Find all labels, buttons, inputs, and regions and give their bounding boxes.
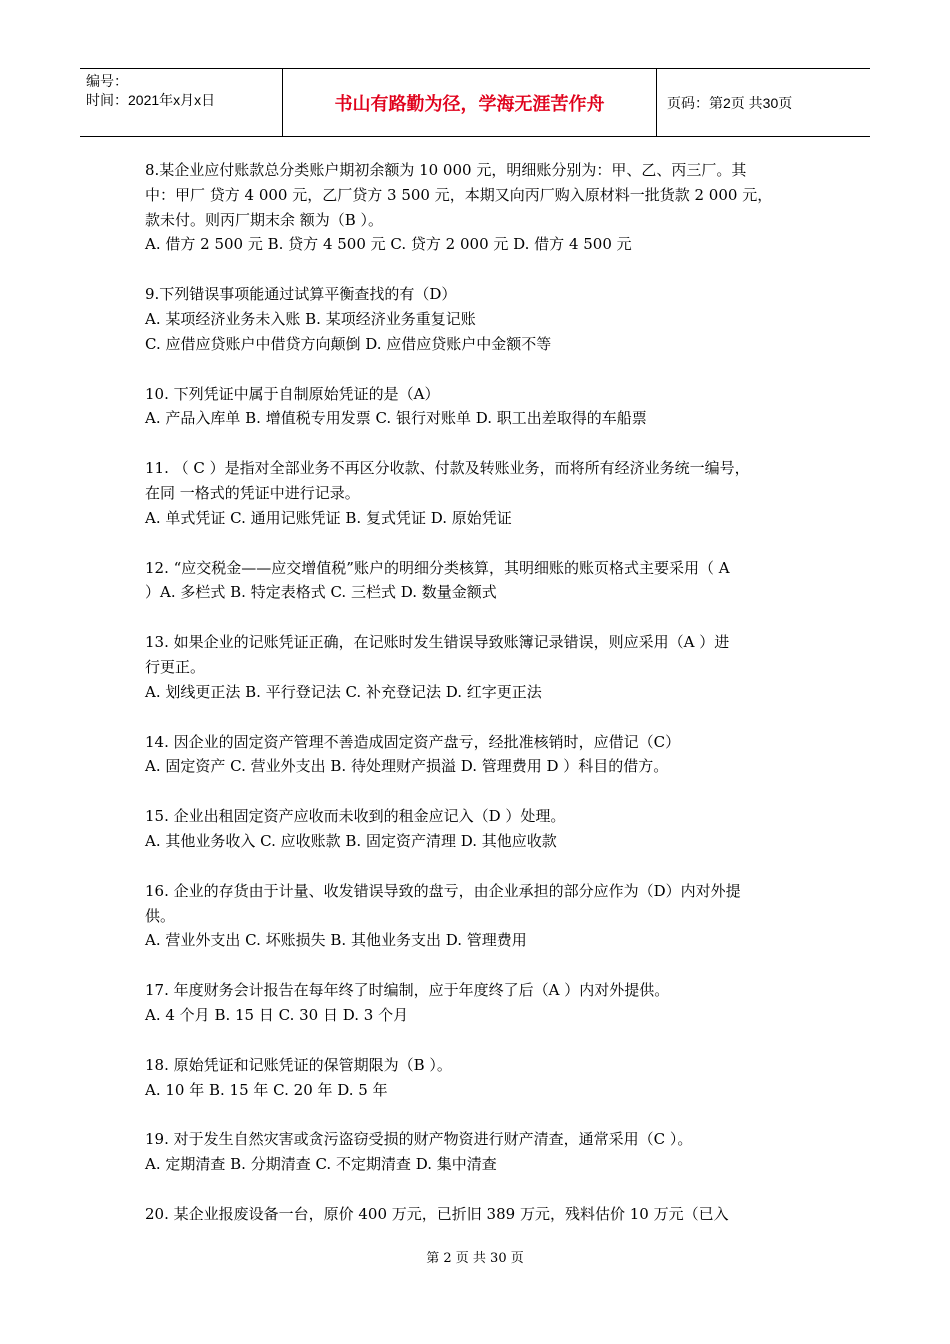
question-block bbox=[145, 158, 810, 257]
question-block bbox=[145, 556, 810, 606]
question-line: A. 4 个月 B. 15 日 C. 30 日 D. 3 个月 bbox=[145, 1005, 409, 1024]
question-line: 15. 企业出租固定资产应收而未收到的租金应记入（D ）处理。 bbox=[145, 807, 566, 826]
header-motto: 书山有路勤为径，学海无涯苦作舟 bbox=[283, 69, 657, 136]
question-line: 12. “应交税金——应交增值税”账户的明细分类核算，其明细账的账页格式主要采用（ A bbox=[145, 558, 730, 577]
question-line: 16. 企业的存货由于计量、收发错误导致的盘亏，由企业承担的部分应作为（D）内对外提 bbox=[145, 881, 741, 900]
question-line: 行更正。 bbox=[145, 657, 206, 676]
page-footer: 第 2 页 共 30 页 bbox=[426, 1251, 524, 1266]
question-block bbox=[145, 879, 810, 953]
question-line: ）A. 多栏式 B. 特定表格式 C. 三栏式 D. 数量金额式 bbox=[145, 583, 497, 602]
question-line: C. 应借应贷账户中借贷方向颠倒 D. 应借应贷账户中金额不等 bbox=[145, 334, 552, 353]
question-block bbox=[145, 1202, 810, 1227]
question-line: 供。 bbox=[145, 906, 176, 925]
question-line: A. 固定资产 C. 营业外支出 B. 待处理财产损溢 D. 管理费用 D ）科目的借方。 bbox=[145, 757, 669, 776]
question-line: A. 某项经济业务未入账 B. 某项经济业务重复记账 bbox=[145, 309, 476, 328]
question-line: 10. 下列凭证中属于自制原始凭证的是（A） bbox=[145, 384, 440, 403]
question-line: A. 单式凭证 C. 通用记账凭证 B. 复式凭证 D. 原始凭证 bbox=[145, 508, 512, 527]
question-line: A. 营业外支出 C. 坏账损失 B. 其他业务支出 D. 管理费用 bbox=[145, 931, 527, 950]
question-line: 在同 一格式的凭证中进行记录。 bbox=[145, 483, 360, 502]
question-block bbox=[145, 804, 810, 854]
question-line: 18. 原始凭证和记账凭证的保管期限为（B ）。 bbox=[145, 1055, 452, 1074]
question-line: A. 10 年 B. 15 年 C. 20 年 D. 5 年 bbox=[145, 1080, 388, 1099]
question-block bbox=[145, 730, 810, 780]
header-meta bbox=[80, 69, 283, 136]
question-line: 20. 某企业报废设备一台，原价 400 万元，已折旧 389 万元，残料估价 10 万元（已入 bbox=[145, 1204, 729, 1223]
question-block bbox=[145, 456, 810, 530]
question-line: 9.下列错误事项能通过试算平衡查找的有（D） bbox=[145, 285, 457, 304]
question-line: 17. 年度财务会计报告在每年终了时编制，应于年度终了后（A ）内对外提供。 bbox=[145, 981, 670, 1000]
question-line: A. 产品入库单 B. 增值税专用发票 C. 银行对账单 D. 职工出差取得的车船票 bbox=[145, 409, 647, 428]
question-block bbox=[145, 382, 810, 432]
question-line: A. 其他业务收入 C. 应收账款 B. 固定资产清理 D. 其他应收款 bbox=[145, 831, 557, 850]
question-line: 14. 因企业的固定资产管理不善造成固定资产盘亏，经批准核销时，应借记（C） bbox=[145, 732, 681, 751]
question-line: 款未付。则丙厂期末余 额为（B ）。 bbox=[145, 210, 384, 229]
header-time: 时间：2021年x月x日 bbox=[86, 92, 216, 108]
question-line: 8.某企业应付账款总分类账户期初余额为 10 000 元，明细账分别为：甲、乙、丙三厂。其 bbox=[145, 161, 747, 179]
question-block bbox=[145, 1127, 810, 1177]
question-line: 13. 如果企业的记账凭证正确，在记账时发生错误导致账簿记录错误，则应采用（A ）进 bbox=[145, 633, 730, 652]
document-body bbox=[145, 158, 810, 1252]
question-line: A. 划线更正法 B. 平行登记法 C. 补充登记法 D. 红字更正法 bbox=[145, 682, 542, 701]
page-header bbox=[80, 68, 870, 137]
question-block bbox=[145, 282, 810, 356]
question-line: 19. 对于发生自然灾害或贪污盗窃受损的财产物资进行财产清查，通常采用（C ）。 bbox=[145, 1130, 693, 1149]
question-block bbox=[145, 630, 810, 704]
question-line: 11. （ C ）是指对全部业务不再区分收款、付款及转账业务，而将所有经济业务统一编号， bbox=[145, 459, 750, 478]
question-line: 中：甲厂 贷方 4 000 元，乙厂贷方 3 500 元，本期又向丙厂购入原材料一批货款 2 000 元， bbox=[145, 185, 773, 204]
header-number-label: 编号： bbox=[86, 73, 128, 89]
question-block bbox=[145, 1053, 810, 1103]
question-line: A. 定期清查 B. 分期清查 C. 不定期清查 D. 集中清查 bbox=[145, 1155, 497, 1174]
question-line: A. 借方 2 500 元 B. 贷方 4 500 元 C. 贷方 2 000 元 D. 借方 4 500 元 bbox=[145, 235, 632, 254]
header-page-info: 页码：第2页 共30页 bbox=[667, 94, 793, 111]
question-block bbox=[145, 978, 810, 1028]
